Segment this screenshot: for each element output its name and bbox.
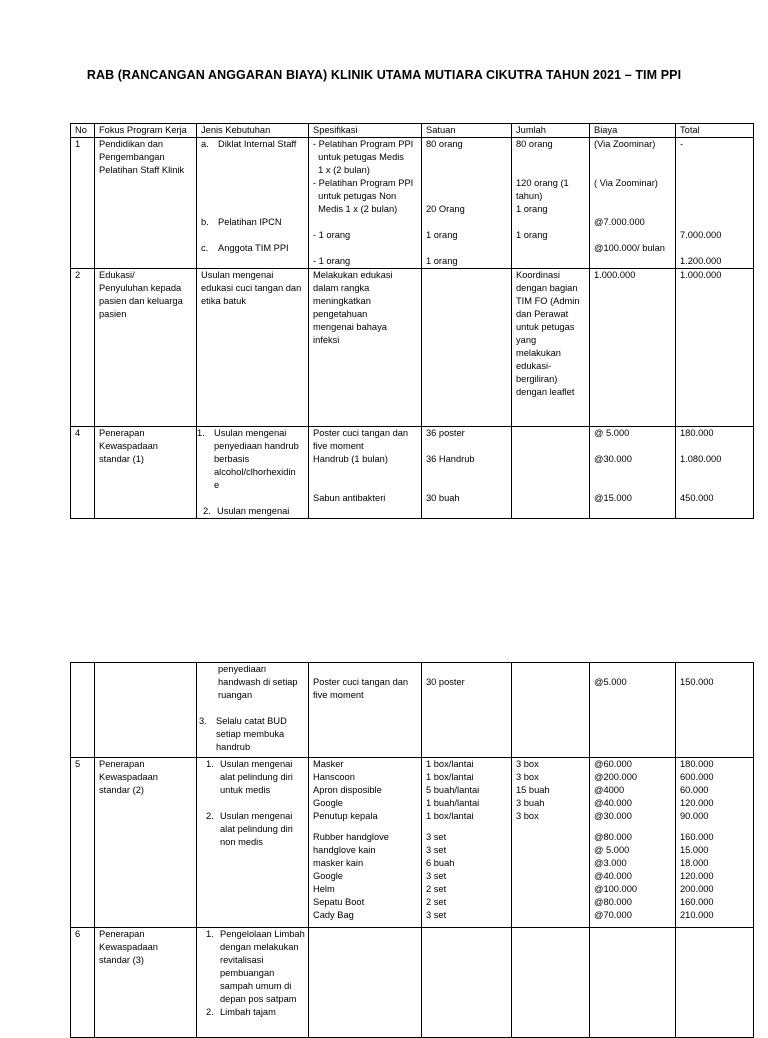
cell-fokus: Penerapan Kewaspadaan standar (3) xyxy=(95,928,197,1038)
cell-biaya: @5.000 xyxy=(590,663,676,758)
cell-total: 1.000.000 xyxy=(676,269,754,427)
cell-total: 180.000 600.000 60.000 120.000 90.000 160.000 15.000 18.000 120.000 200.000 160.000 210.000 xyxy=(676,758,754,928)
cell-satuan xyxy=(422,928,512,1038)
cell-spesifikasi: Poster cuci tangan dan five moment Handrub (1 bulan) Sabun antibakteri xyxy=(309,427,422,519)
header-no: No xyxy=(71,124,95,138)
header-jumlah: Jumlah xyxy=(512,124,590,138)
table-row xyxy=(71,138,754,269)
cell-jumlah: Koordinasi dengan bagian TIM FO (Admin dan Perawat untuk petugas yang melakukan edukasi- bergiliran) dengan leaflet xyxy=(512,269,590,427)
table-row xyxy=(71,269,754,427)
header-spesifikasi: Spesifikasi xyxy=(309,124,422,138)
cell-no: 2 xyxy=(71,269,95,427)
cell-spesifikasi xyxy=(309,928,422,1038)
cell-jumlah xyxy=(512,427,590,519)
table-row xyxy=(71,928,754,1038)
cell-no: 5 xyxy=(71,758,95,928)
cell-no xyxy=(71,663,95,758)
header-biaya: Biaya xyxy=(590,124,676,138)
header-satuan: Satuan xyxy=(422,124,512,138)
cell-jenis xyxy=(197,138,309,269)
cell-jenis: Usulan mengenai edukasi cuci tangan dan etika batuk xyxy=(197,269,309,427)
cell-satuan: 36 poster 36 Handrub 30 buah xyxy=(422,427,512,519)
list-item: 1. Usulan mengenai penyediaan handrub berbasis alcohol/clhorhexidin e xyxy=(197,428,299,490)
table-row xyxy=(71,427,754,519)
cell-satuan: 80 orang 20 Orang 1 orang 1 orang xyxy=(422,138,512,269)
cell-satuan xyxy=(422,269,512,427)
list-item: 2. Usulan mengenai xyxy=(203,506,290,516)
cell-biaya: @60.000 @200.000 @4000 @40.000 @30.000 @80.000 @ 5.000 @3.000 @40.000 @100.000 @80.000 @70.000 xyxy=(590,758,676,928)
cell-spesifikasi: Poster cuci tangan dan five moment xyxy=(309,663,422,758)
cell-biaya xyxy=(590,928,676,1038)
cell-biaya: @ 5.000 @30.000 @15.000 xyxy=(590,427,676,519)
cell-fokus xyxy=(95,663,197,758)
cell-no: 4 xyxy=(71,427,95,519)
cell-fokus: Edukasi/ Penyuluhan kepada pasien dan keluarga pasien xyxy=(95,269,197,427)
cell-spesifikasi: Masker Hanscoon Apron disposible Google Penutup kepala Rubber handglove handglove kain masker kain Google Helm Sepatu Boot Cady Bag xyxy=(309,758,422,928)
header-fokus: Fokus Program Kerja xyxy=(95,124,197,138)
cell-fokus: Pendidikan dan Pengembangan Pelatihan Staff Klinik xyxy=(95,138,197,269)
cell-spesifikasi: - Pelatihan Program PPI untuk petugas Medis 1 x (2 bulan) - Pelatihan Program PPI untuk petugas Non Medis 1 x (2 bulan) - 1 orang - 1 orang xyxy=(309,138,422,269)
list-item: b. Pelatihan IPCN xyxy=(201,217,282,227)
cell-total: 180.000 1.080.000 450.000 xyxy=(676,427,754,519)
list-item: 2. Usulan mengenai alat pelindung diri non medis xyxy=(206,811,293,847)
cell-spesifikasi: Melakukan edukasi dalam rangka meningkatkan pengetahuan mengenai bahaya infeksi xyxy=(309,269,422,427)
list-item: 1. Pengelolaan Limbah dengan melakukan revitalisasi pembuangan sampah umum di depan pos satpam xyxy=(206,929,305,1004)
cell-total xyxy=(676,928,754,1038)
cell-jenis xyxy=(197,928,309,1038)
cell-total: 150.000 xyxy=(676,663,754,758)
cell-satuan: 30 poster xyxy=(422,663,512,758)
list-item: a. Diklat Internal Staff xyxy=(201,139,297,149)
budget-table-part-2 xyxy=(70,662,754,1038)
cell-jumlah: 80 orang 120 orang (1 tahun) 1 orang 1 orang xyxy=(512,138,590,269)
table-header-row xyxy=(71,124,754,138)
list-item: c. Anggota TIM PPI xyxy=(201,243,289,253)
cell-no: 1 xyxy=(71,138,95,269)
cell-satuan: 1 box/lantai 1 box/lantai 5 buah/lantai 1 buah/lantai 1 box/lantai 3 set 3 set 6 buah 3 set 2 set 2 set 3 set xyxy=(422,758,512,928)
table-row xyxy=(71,758,754,928)
cell-jenis xyxy=(197,427,309,519)
cell-no: 6 xyxy=(71,928,95,1038)
list-item: 3. Selalu catat BUD setiap membuka handrub xyxy=(199,716,287,752)
cell-jumlah xyxy=(512,928,590,1038)
table-row xyxy=(71,663,754,758)
cell-total: - 7.000.000 1.200.000 xyxy=(676,138,754,269)
cell-jumlah: 3 box 3 box 15 buah 3 buah 3 box xyxy=(512,758,590,928)
document-title: RAB (RANCANGAN ANGGARAN BIAYA) KLINIK UTAMA MUTIARA CIKUTRA TAHUN 2021 – TIM PPI xyxy=(86,68,682,82)
cell-jumlah xyxy=(512,663,590,758)
header-total: Total xyxy=(676,124,754,138)
cell-fokus: Penerapan Kewaspadaan standar (1) xyxy=(95,427,197,519)
list-item: 1. Usulan mengenai alat pelindung diri untuk medis xyxy=(206,759,293,795)
cell-biaya: (Via Zoominar) ( Via Zoominar) @7.000.000 @100.000/ bulan xyxy=(590,138,676,269)
budget-table-part-1 xyxy=(70,123,754,519)
cell-fokus: Penerapan Kewaspadaan standar (2) xyxy=(95,758,197,928)
cell-jenis: penyediaan handwash di setiap ruangan 3. Selalu catat BUD setiap membuka handrub xyxy=(197,663,309,758)
cell-jenis xyxy=(197,758,309,928)
cell-biaya: 1.000.000 xyxy=(590,269,676,427)
list-item: 2. Limbah tajam xyxy=(206,1007,276,1017)
header-jenis: Jenis Kebutuhan xyxy=(197,124,309,138)
